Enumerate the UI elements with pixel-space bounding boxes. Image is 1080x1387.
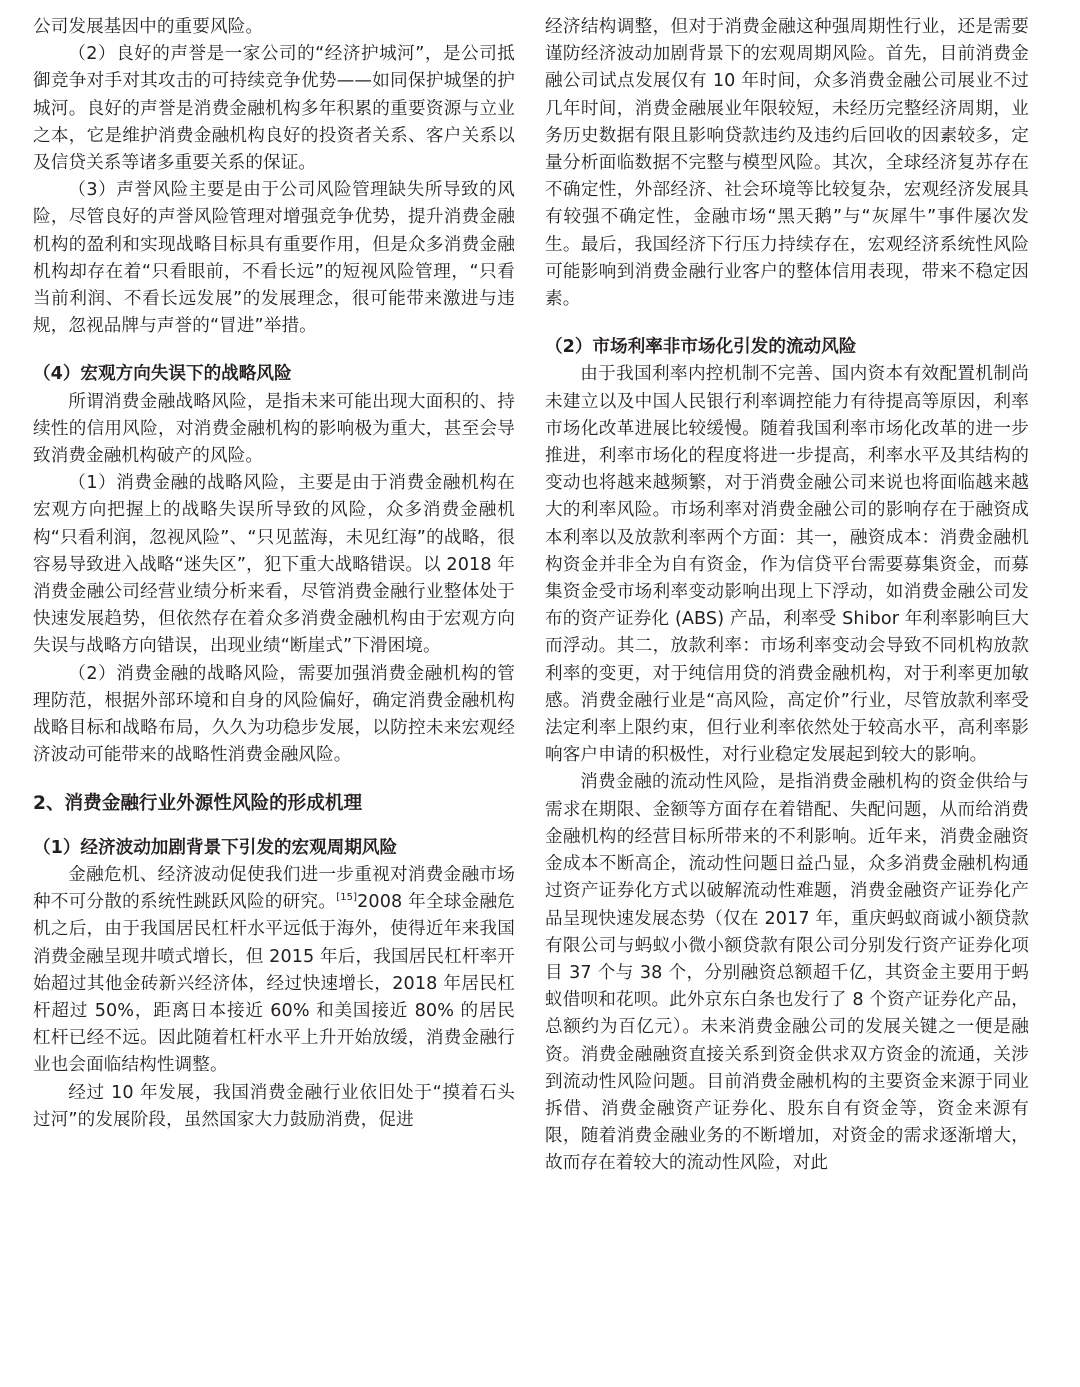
- paragraph-macro-a: [33, 862, 515, 1080]
- paragraph-strategy-2: （2）消费金融的战略风险，需要加强消费金融机构的管理防范，根据外部环境和自身的风险偏好，确定消费金融机构战略目标和战略布局，久久为功稳步发展，以防控未来宏观经济波动可能带来的战略性消费金融风险。: [33, 663, 515, 766]
- paragraph-strategy-1: （1）消费金融的战略风险，主要是由于消费金融机构在宏观方向把握上的战略失误所导致的风险，众多消费金融机构“只看利润，忽视风险”、“只见蓝海，未见红海”的战略，很容易导致进入战略“迷失区”，犯下重大战略错误。以 2018 年消费金融公司经营业绩分析来看，尽管消费金融行业整体处于快速发展趋势，但依然存在着众多消费金融机构由于宏观方向失误与战略方向错误，出现业绩“断崖式”下滑困境。: [33, 473, 515, 657]
- heading-liquidity-risk: （2）市场利率非市场化引发的流动风险: [545, 337, 857, 358]
- citation-ref: [15]: [336, 892, 358, 904]
- heading-strategy-risk: （4）宏观方向失误下的战略风险: [33, 364, 292, 385]
- paragraph-macro-continued: 经济结构调整，但对于消费金融这种强周期性行业，还是需要谨防经济波动加剧背景下的宏观周期风险。首先，目前消费金融公司试点发展仅有 10 年时间，众多消费金融公司展业不过几年时间，消费金融展业年限较短，未经历完整经济周期，业务历史数据有限且影响贷款违约及违约后回收的因素较多，定量分析面临数据不完整与模型风险。其次，全球经济复苏存在不确定性，外部经济、社会环境等比较复杂，宏观经济发展具有较强不确定性，金融市场“黑天鹅”与“灰犀牛”事件屡次发生。最后，我国经济下行压力持续存在，宏观经济系统性风险可能影响到消费金融行业客户的整体信用表现，带来不稳定因素。: [545, 17, 1029, 310]
- paragraph-reputation-3: （3）声誉风险主要是由于公司风险管理缺失所导致的风险，尽管良好的声誉风险管理对增强竞争优势，提升消费金融机构的盈利和实现战略目标具有重要作用，但是众多消费金融机构却存在着“只看眼前，不看长远”的短视风险管理，“只看当前利润、不看长远发展”的发展理念，很可能带来激进与违规，忽视品牌与声誉的“冒进”举措。: [33, 180, 515, 337]
- heading-macro-cycle-risk: （1）经济波动加剧背景下引发的宏观周期风险: [33, 837, 398, 858]
- paragraph-reputation-2: （2）良好的声誉是一家公司的“经济护城河”，是公司抵御竞争对手对其攻击的可持续竞争优势——如同保护城堡的护城河。良好的声誉是消费金融机构多年积累的重要资源与立业之本，它是维护消费金融机构良好的投资者关系、客户关系以及信贷关系等诸多重要关系的保证。: [33, 44, 515, 174]
- paragraph-liquidity: 消费金融的流动性风险，是指消费金融机构的资金供给与需求在期限、金额等方面存在着错配、失配问题，从而给消费金融机构的经营目标所带来的不利影响。近年来，消费金融资金成本不断高企，流动性问题日益凸显，众多消费金融机构通过资产证券化方式以破解流动性难题，消费金融资产证券化产品呈现快速发展态势（仅在 2017 年，重庆蚂蚁商诚小额贷款有限公司与蚂蚁小微小额贷款有限公司分别发行资产证券化项目 37 个与 38 个，分别融资总额超千亿，其资金主要用于蚂蚁借呗和花呗。此外京东白条也发行了 8 个资产证券化产品，总额约为百亿元）。未来消费金融公司的发展关键之一便是融资。消费金融融资直接关系到资金供求双方资金的流通，关涉到流动性风险问题。目前消费金融机构的主要资金来源于同业拆借、消费金融资产证券化、股东自有资金等，资金来源有限，随着消费金融业务的不断增加，对资金的需求逐渐增大，故而存在着较大的流动性风险，对此: [545, 772, 1029, 1174]
- left-column: [33, 14, 515, 1134]
- paragraph-interest-rate: 由于我国利率内控机制不完善、国内资本有效配置机制尚未建立以及中国人民银行利率调控能力有待提高等原因，利率市场化改革进展比较缓慢。随着我国利率市场化改革的进一步推进，利率市场化的程度将进一步提高，利率水平及其结构的变动也将越来越频繁，对于消费金融公司来说也将面临越来越大的利率风险。市场利率对消费金融公司的影响存在于融资成本利率以及放款利率两个方面：其一，融资成本：消费金融机构资金并非全为自有资金，作为信贷平台需要募集资金，而募集资金受市场利率变动影响出现上下浮动，如消费金融公司发布的资产证券化 (ABS) 产品，利率受 Shibor 年利率影响巨大而浮动。其二，放款利率：市场利率变动会导致不同机构放款利率的变更，对于纯信用贷的消费金融机构，对于利率更加敏感。消费金融行业是“高风险，高定价”行业，尽管放款利率受法定利率上限约束，但行业利率依然处于较高水平，高利率影响客户申请的积极性，对行业稳定发展起到较大的影响。: [545, 364, 1029, 766]
- paragraph-strategy-definition: 所谓消费金融战略风险，是指未来可能出现大面积的、持续性的信用风险，对消费金融机构的影响极为重大，甚至会导致消费金融机构破产的风险。: [33, 391, 515, 467]
- right-column: [545, 14, 1029, 1178]
- heading-section-2: 2、消费金融行业外源性风险的形成机理: [33, 793, 363, 815]
- paragraph-macro-a-text: 金融危机、经济波动促使我们进一步重视对消费金融市场种不可分散的系统性跳跃风险的研究。: [33, 864, 515, 913]
- paragraph-macro-c: 经过 10 年发展，我国消费金融行业依旧处于“摸着石头过河”的发展阶段，虽然国家大力鼓励消费，促进: [33, 1082, 515, 1130]
- paragraph-macro-b-text: 2008 年全球金融危机之后，由于我国居民杠杆水平远低于海外，使得近年来我国消费金融呈现井喷式增长，但 2015 年后，我国居民杠杆率开始超过其他金砖新兴经济体，经过快速增长，2018 年居民杠杆超过 50%，距离日本接近 60% 和美国接近 80% 的居民杠杆已经不远。因此随着杠杆水平上升开始放缓，消费金融行业也会面临结构性调整。: [33, 892, 515, 1076]
- paragraph-intro-tail: 公司发展基因中的重要风险。: [33, 17, 264, 37]
